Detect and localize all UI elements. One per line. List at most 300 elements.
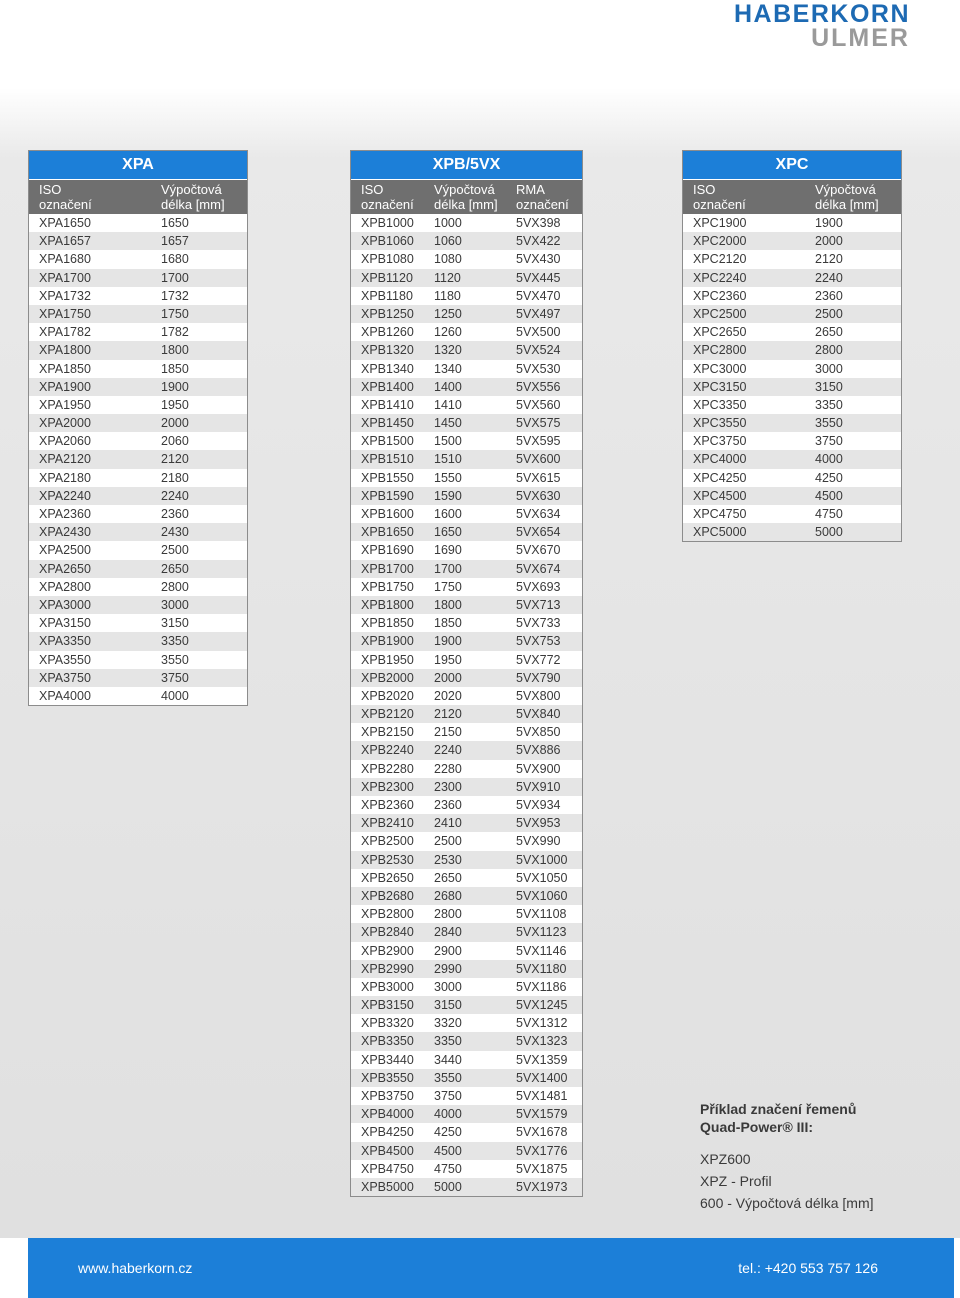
table-cell: 1657 [161,234,189,249]
table-cell: 5VX1875 [516,1161,568,1176]
table-cell: XPA3750 [39,670,91,685]
table-cell: XPB4500 [361,1143,414,1158]
table-cell: 4000 [434,1107,462,1122]
table-cell: 2240 [161,488,189,503]
table-cell: XPA2120 [39,452,91,467]
table-cell: 5VX953 [516,816,561,831]
table-cell: 1850 [434,616,462,631]
website-link[interactable]: www.haberkorn.cz [78,1260,193,1276]
column-header: Výpočtová délka [mm] [815,182,879,212]
table-cell: 1120 [434,270,461,285]
table-cell: XPC2500 [693,306,747,321]
table-cell: 4750 [434,1161,462,1176]
table-cell: XPB1750 [361,579,414,594]
table-cell: XPC2650 [693,325,747,340]
table-cell: XPB1550 [361,470,414,485]
table-cell: 1900 [815,216,843,230]
table-row [351,560,582,578]
table-row [29,560,247,578]
table-row [351,942,582,960]
table-cell: XPB1340 [361,361,414,376]
table-cell: 2000 [434,670,462,685]
table-row [351,414,582,432]
table-row [351,1051,582,1069]
table-cell: XPB1800 [361,597,414,612]
table-cell: 1340 [434,361,462,376]
table-cell: 3150 [161,616,189,631]
table-row [683,323,901,341]
table-xpc [682,150,902,542]
table-row [351,269,582,287]
table-cell: XPA2240 [39,488,91,503]
table-row [351,250,582,268]
table-cell: XPB1700 [361,561,414,576]
table-row [29,360,247,378]
table-cell: XPB2240 [361,743,414,758]
column-header: ISO označení [361,182,414,212]
table-cell: 5VX634 [516,507,561,521]
table-cell: 1650 [434,525,462,540]
table-row [683,341,901,359]
table-cell: 1550 [434,470,462,485]
table-cell: XPB4750 [361,1161,414,1176]
table-cell: 5VX530 [516,361,561,376]
table-cell: 5VX670 [516,543,561,558]
table-row [351,1178,582,1196]
table-cell: XPB3350 [361,1034,414,1049]
table-row [683,450,901,468]
table-cell: XPA2360 [39,507,91,521]
table-cell: XPC3750 [693,434,747,449]
table-cell: 5VX1180 [516,961,567,976]
table-row [351,487,582,505]
table-cell: XPB3000 [361,979,414,994]
table-body [683,214,901,541]
table-cell: XPB2150 [361,725,414,740]
table-row [351,632,582,650]
table-xpa [28,150,248,706]
table-cell: 5000 [434,1179,462,1194]
table-cell: XPA1680 [39,252,91,267]
table-header [351,180,582,214]
table-body [351,214,582,1196]
table-cell: XPA3350 [39,634,91,649]
table-cell: XPA2000 [39,416,91,431]
table-cell: XPB2680 [361,888,414,903]
table-cell: 2240 [815,270,843,285]
table-cell: XPA1750 [39,306,91,321]
table-cell: 5VX422 [516,234,561,249]
table-cell: 5VX733 [516,616,561,631]
table-cell: 2990 [434,961,462,976]
table-cell: XPA1800 [39,343,91,358]
table-row [351,360,582,378]
table-cell: XPB1410 [361,397,414,412]
table-cell: 5VX693 [516,579,561,594]
table-cell: 5VX753 [516,634,561,649]
table-cell: XPB1250 [361,306,414,321]
table-row [29,669,247,687]
table-cell: 1700 [161,270,189,285]
table-cell: 1750 [161,306,189,321]
table-cell: 2800 [434,907,462,922]
table-cell: XPB1060 [361,234,414,249]
table-cell: 2060 [161,434,189,449]
table-row [29,250,247,268]
table-cell: 3550 [434,1070,462,1085]
table-cell: 2500 [815,306,843,321]
table-row [683,523,901,541]
table-cell: 1680 [161,252,189,267]
table-cell: 4250 [815,470,843,485]
table-cell: XPB1690 [361,543,414,558]
table-row [351,905,582,923]
table-row [351,760,582,778]
table-row [351,578,582,596]
table-cell: XPA1650 [39,216,91,230]
table-row [29,614,247,632]
table-cell: 1260 [434,325,462,340]
table-cell: XPB2300 [361,779,414,794]
table-row [683,232,901,250]
brand-name-line1: HABERKORN [734,0,910,28]
table-cell: XPB2990 [361,961,414,976]
table-row [351,869,582,887]
table-cell: 1080 [434,252,462,267]
table-cell: XPB2500 [361,834,414,849]
table-cell: XPC3000 [693,361,747,376]
table-cell: 1180 [434,288,461,303]
table-cell: 5VX1312 [516,1016,568,1031]
table-row [29,505,247,523]
table-row [29,214,247,232]
table-cell: XPC2000 [693,234,747,249]
table-row [351,851,582,869]
table-cell: 5VX674 [516,561,561,576]
table-cell: 5VX772 [516,652,561,667]
table-cell: 1410 [434,397,462,412]
table-cell: 3440 [434,1052,462,1067]
table-cell: XPC2360 [693,288,747,303]
table-cell: 1950 [434,652,462,667]
table-cell: 1782 [161,325,189,340]
column-header: Výpočtová délka [mm] [161,182,225,212]
table-row [351,923,582,941]
table-cell: XPC4250 [693,470,747,485]
table-row [29,432,247,450]
table-cell: 5VX600 [516,452,561,467]
table-cell: XPA1900 [39,379,91,394]
table-cell: XPB1400 [361,379,414,394]
table-cell: XPB4250 [361,1125,414,1140]
table-row [683,487,901,505]
table-row [351,1032,582,1050]
table-row [351,651,582,669]
example-length: 600 - Výpočtová délka [mm] [700,1195,874,1211]
table-cell: 5VX790 [516,670,561,685]
table-cell: XPA3550 [39,652,91,667]
example-code: XPZ600 [700,1151,751,1167]
table-cell: XPB2410 [361,816,414,831]
column-header: ISO označení [39,182,92,212]
table-row [29,414,247,432]
brand-name-line2: ULMER [811,24,910,52]
table-cell: 2530 [434,852,462,867]
table-cell: XPA1782 [39,325,91,340]
table-row [29,469,247,487]
table-xpb-5vx [350,150,583,1197]
table-cell: 2410 [434,816,462,831]
table-row [351,960,582,978]
table-cell: XPC3150 [693,379,747,394]
table-cell: XPB1950 [361,652,414,667]
table-cell: 2120 [434,707,462,722]
table-cell: XPA1732 [39,288,91,303]
table-cell: 1590 [434,488,462,503]
table-cell: 5VX560 [516,397,561,412]
table-cell: 5VX524 [516,343,561,358]
table-cell: 3000 [434,979,462,994]
table-cell: 5000 [815,525,843,540]
table-cell: XPB2280 [361,761,414,776]
table-row [29,651,247,669]
table-row [29,232,247,250]
table-cell: XPA1850 [39,361,91,376]
table-row [351,1105,582,1123]
table-cell: XPB1600 [361,507,414,521]
table-cell: 1700 [434,561,462,576]
table-cell: XPB1120 [361,270,413,285]
table-cell: 2360 [815,288,843,303]
table-cell: XPC4000 [693,452,747,467]
table-row [351,978,582,996]
table-cell: 1690 [434,543,462,558]
table-cell: 5VX800 [516,688,561,703]
table-cell: XPC2800 [693,343,747,358]
table-cell: 2000 [161,416,189,431]
table-cell: 5VX470 [516,288,561,303]
table-cell: 3750 [161,670,189,685]
table-cell: 5VX900 [516,761,561,776]
table-cell: 5VX1245 [516,998,568,1013]
table-cell: XPB1650 [361,525,414,540]
table-cell: XPB5000 [361,1179,414,1194]
table-row [351,1087,582,1105]
table-cell: XPA1950 [39,397,91,412]
table-cell: XPA3150 [39,616,91,631]
table-row [351,1123,582,1141]
table-cell: 5VX850 [516,725,561,740]
table-cell: 2800 [815,343,843,358]
table-cell: 2900 [434,943,462,958]
table-row [29,578,247,596]
table-row [683,414,901,432]
table-row [351,469,582,487]
table-cell: 4250 [434,1125,462,1140]
table-cell: 3550 [161,652,189,667]
table-cell: 1510 [434,452,462,467]
table-row [351,669,582,687]
table-row [29,269,247,287]
table-cell: 2650 [434,870,462,885]
table-cell: 5VX910 [516,779,561,794]
table-cell: XPC4750 [693,507,747,521]
table-cell: XPC5000 [693,525,747,540]
table-row [351,832,582,850]
table-cell: 5VX595 [516,434,561,449]
table-cell: XPB2650 [361,870,414,885]
table-cell: 2680 [434,888,462,903]
table-row [29,450,247,468]
table-cell: XPA1700 [39,270,91,285]
table-cell: 2150 [434,725,462,740]
table-cell: 5VX1123 [516,925,567,940]
table-cell: XPB2360 [361,798,414,812]
table-cell: XPB3320 [361,1016,414,1031]
table-cell: XPB1500 [361,434,414,449]
table-cell: 2120 [815,252,843,267]
table-cell: 3320 [434,1016,462,1031]
example-profile: XPZ - Profil [700,1173,772,1189]
table-cell: 2360 [434,798,462,812]
table-row [29,523,247,541]
footer-bar [28,1238,954,1298]
table-cell: XPB1320 [361,343,414,358]
table-cell: 5VX1108 [516,907,567,922]
table-row [29,596,247,614]
table-row [351,1160,582,1178]
table-cell: XPB1080 [361,252,414,267]
table-cell: XPA3000 [39,597,91,612]
table-cell: 2800 [161,579,189,594]
table-row [29,305,247,323]
table-row [351,996,582,1014]
table-row [351,214,582,232]
table-cell: 1000 [434,216,462,230]
table-cell: 1600 [434,507,462,521]
table-cell: 2840 [434,925,462,940]
example-subtitle: Quad-Power® III: [700,1119,813,1135]
table-row [351,450,582,468]
table-cell: XPB2900 [361,943,414,958]
table-cell: XPB3750 [361,1089,414,1103]
table-cell: 2120 [161,452,189,467]
table-row [29,378,247,396]
table-cell: XPA2430 [39,525,91,540]
phone-number: tel.: +420 553 757 126 [738,1260,878,1276]
table-row [29,341,247,359]
table-cell: 3000 [161,597,189,612]
table-cell: 1950 [161,397,189,412]
example-title: Příklad značení řemenů [700,1101,857,1117]
table-cell: XPB4000 [361,1107,414,1122]
table-cell: XPA2180 [39,470,91,485]
table-cell: 2500 [434,834,462,849]
table-row [351,796,582,814]
table-cell: 3350 [434,1034,462,1049]
table-cell: 5VX990 [516,834,561,849]
table-row [29,687,247,705]
table-cell: XPA2060 [39,434,91,449]
table-row [351,432,582,450]
table-cell: 5VX840 [516,707,561,722]
table-row [351,705,582,723]
table-row [351,232,582,250]
table-cell: 2650 [815,325,843,340]
table-cell: 5VX654 [516,525,561,540]
table-cell: 2650 [161,561,189,576]
table-cell: 5VX934 [516,798,561,812]
table-cell: XPB3150 [361,998,414,1013]
table-cell: XPC4500 [693,488,747,503]
table-cell: 3150 [434,998,462,1013]
table-cell: 5VX1776 [516,1143,568,1158]
table-cell: 5VX556 [516,379,561,394]
table-cell: 1750 [434,579,462,594]
table-row [683,432,901,450]
table-row [351,814,582,832]
table-cell: XPB2120 [361,707,414,722]
table-cell: 1800 [161,343,189,358]
table-row [351,505,582,523]
table-cell: 5VX1400 [516,1070,568,1085]
table-row [351,541,582,559]
table-row [683,287,901,305]
table-cell: 2360 [161,507,189,521]
column-header: RMA označení [516,182,569,212]
table-row [351,341,582,359]
table-row [351,523,582,541]
table-cell: 1650 [161,216,189,230]
table-row [351,887,582,905]
table-cell: 5VX713 [516,597,561,612]
table-cell: 5VX886 [516,743,561,758]
table-cell: 4000 [815,452,843,467]
table-cell: 5VX1579 [516,1107,568,1122]
table-body [29,214,247,705]
table-row [683,250,901,268]
table-row [683,505,901,523]
table-cell: XPC3550 [693,416,747,431]
table-cell: 1900 [161,379,189,394]
table-row [351,596,582,614]
table-cell: XPA4000 [39,688,91,703]
table-cell: 5VX630 [516,488,561,503]
table-cell: XPB1510 [361,452,414,467]
table-cell: 4500 [434,1143,462,1158]
table-cell: 4000 [161,688,189,703]
table-row [351,614,582,632]
table-cell: 4750 [815,507,843,521]
table-cell: XPC1900 [693,216,747,230]
table-cell: XPB1850 [361,616,414,631]
table-cell: XPB1260 [361,325,414,340]
belt-marking-example [700,1100,874,1214]
table-row [351,287,582,305]
table-cell: 5VX1359 [516,1052,568,1067]
table-cell: 1320 [434,343,462,358]
table-row [351,396,582,414]
table-row [351,1142,582,1160]
table-row [351,687,582,705]
table-row [683,269,901,287]
table-cell: XPB2800 [361,907,414,922]
table-cell: XPA2800 [39,579,91,594]
table-cell: 5VX1481 [516,1089,568,1103]
table-cell: 5VX1186 [516,979,567,994]
table-cell: 1850 [161,361,189,376]
table-cell: XPB3440 [361,1052,414,1067]
